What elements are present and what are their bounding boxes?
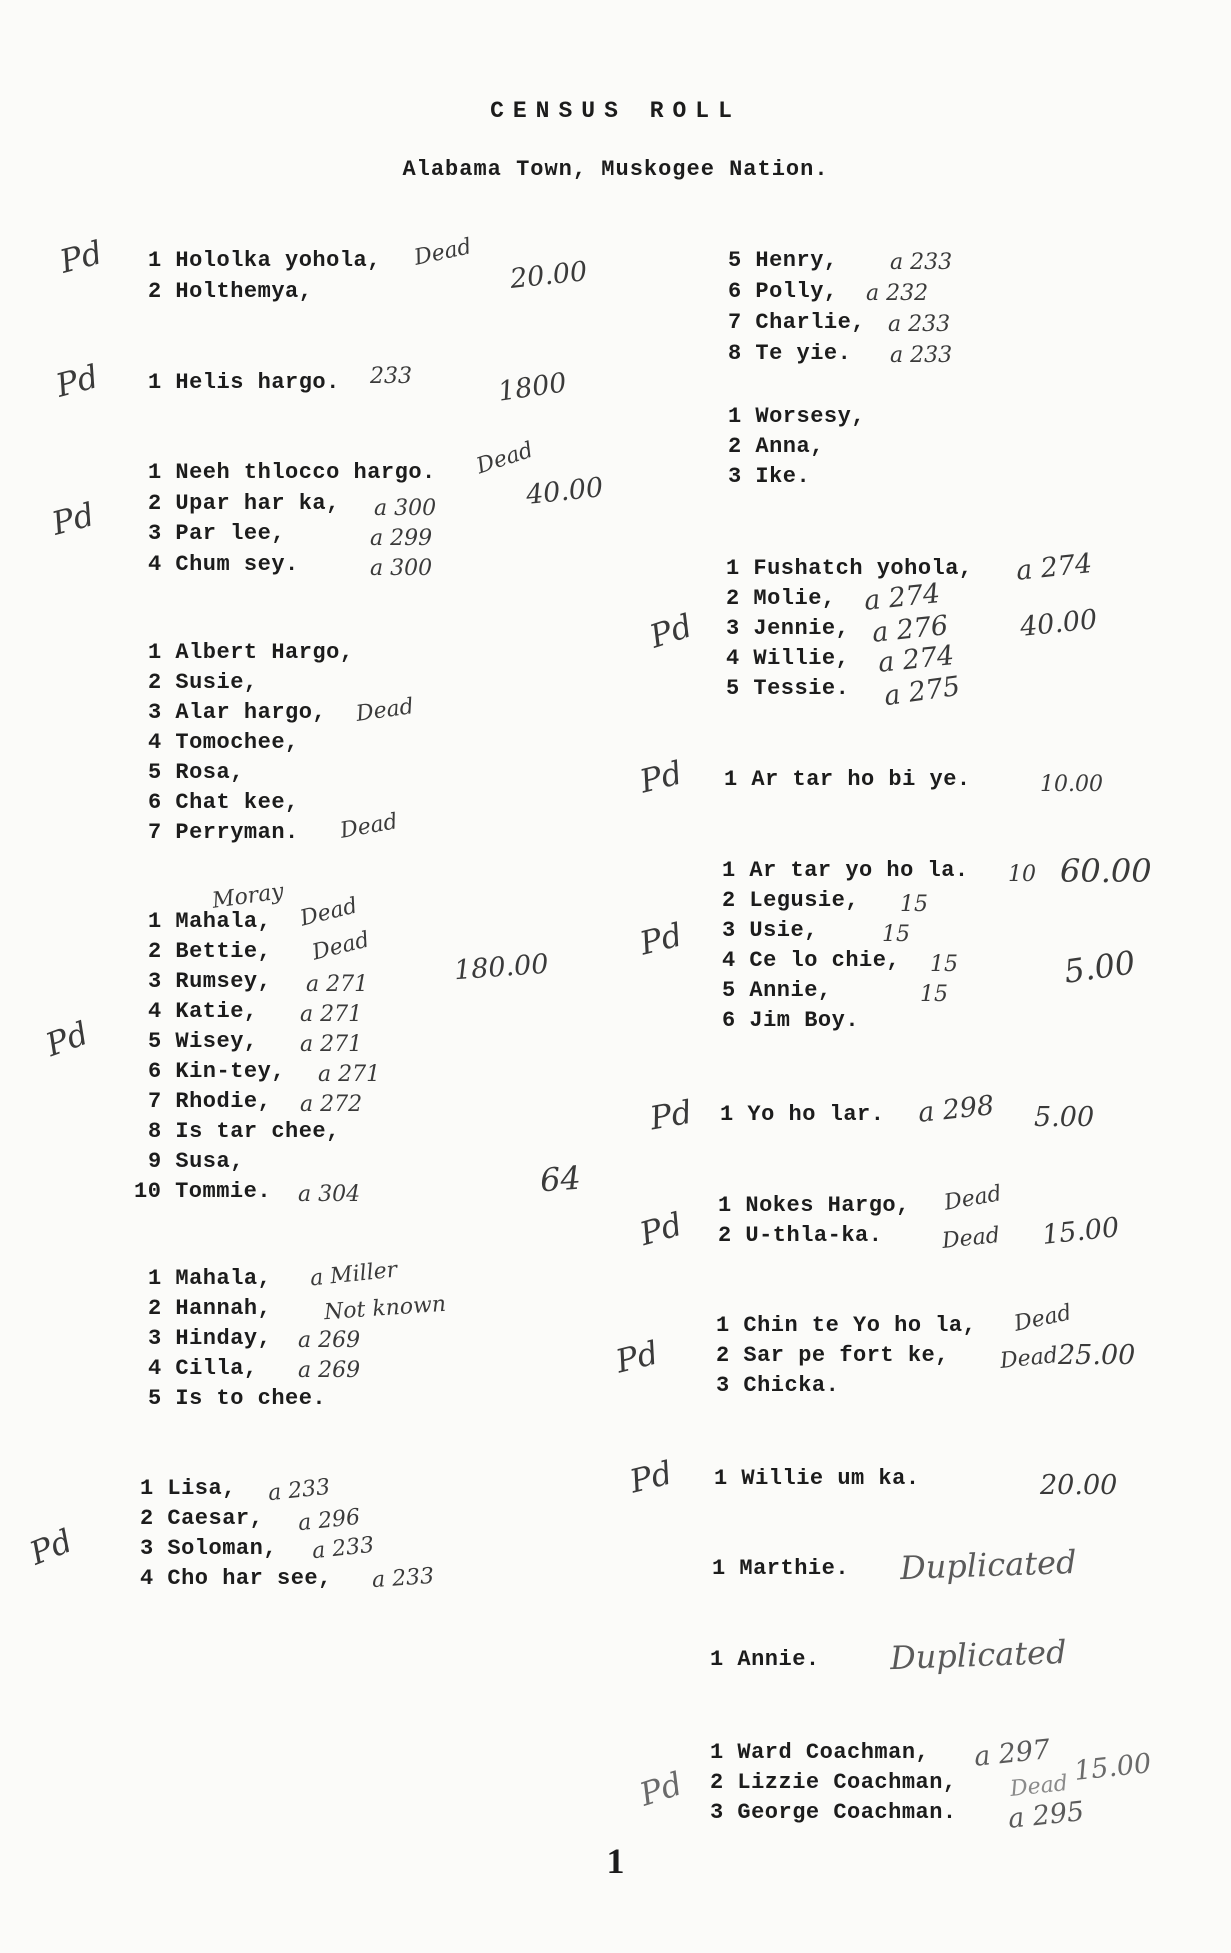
roll-entry: 2 Anna, [728, 434, 824, 459]
roll-entry: 5 Is to chee. [148, 1386, 327, 1411]
roll-entry: 3 Rumsey, [148, 969, 272, 994]
roll-entry: 4 Ce lo chie, [722, 948, 901, 973]
roll-entry: 5 Wisey, [148, 1029, 258, 1054]
roll-entry: 3 Hinday, [148, 1326, 272, 1351]
roll-entry: 1 Marthie. [712, 1556, 850, 1581]
dead-note: Dead [998, 1343, 1060, 1374]
allotment-note: a 274 [876, 640, 956, 679]
roll-entry: 3 Alar hargo, [148, 700, 327, 725]
allotment-note: a 271 [318, 1062, 381, 1087]
margin-note: Moray [210, 879, 286, 914]
dead-note: Dead [309, 927, 373, 966]
roll-entry: 3 George Coachman. [710, 1800, 957, 1825]
roll-entry: 2 Holthemya, [148, 279, 313, 304]
roll-entry: 3 Jennie, [726, 616, 850, 641]
amount-note: 20.00 [508, 256, 589, 295]
roll-entry: 4 Katie, [148, 999, 258, 1024]
roll-entry: 1 Willie um ka. [714, 1466, 920, 1491]
roll-entry: 1 Ward Coachman, [710, 1740, 930, 1765]
dead-note: Dead [1008, 1771, 1070, 1802]
roll-entry: 3 Ike. [728, 464, 811, 489]
roll-entry: 1 Mahala, [148, 909, 272, 934]
dead-note: Dead [940, 1223, 1002, 1254]
roll-entry: 5 Annie, [722, 978, 832, 1003]
roll-entry: 2 Hannah, [148, 1296, 272, 1321]
paid-mark: Pd [645, 606, 697, 656]
roll-entry: 1 Albert Hargo, [148, 640, 354, 665]
roll-entry: 3 Par lee, [148, 521, 286, 546]
allotment-note: a 274 [1014, 548, 1094, 587]
count-note: 15 [900, 892, 928, 917]
allotment-note: a 299 [370, 526, 433, 551]
roll-entry: 5 Rosa, [148, 760, 244, 785]
paid-mark: Pd [24, 1521, 78, 1573]
roll-entry: 1 Helis hargo. [148, 370, 340, 395]
roll-entry: 7 Charlie, [728, 310, 866, 335]
allotment-note: a 233 [371, 1563, 435, 1594]
duplicated-note: Duplicated [899, 1542, 1078, 1588]
roll-entry: 2 Molie, [726, 586, 836, 611]
allotment-note: a 276 [870, 610, 950, 649]
allotment-note: a 300 [370, 556, 433, 581]
allotment-note: a 271 [306, 972, 369, 997]
amount-note: 20.00 [1040, 1470, 1118, 1501]
roll-entry: 5 Tessie. [726, 676, 850, 701]
roll-entry: 1 Mahala, [148, 1266, 272, 1291]
roll-entry: 1 Ar tar ho bi ye. [724, 767, 971, 792]
amount-note: 1800 [496, 367, 569, 408]
roll-entry: 1 Ar tar yo ho la. [722, 858, 969, 883]
allotment-note: a 274 [862, 578, 942, 617]
roll-entry: 4 Cilla, [148, 1356, 258, 1381]
roll-entry: 6 Kin-tey, [148, 1059, 286, 1084]
paid-mark: Pd [626, 1453, 676, 1501]
paid-mark: Pd [612, 1333, 662, 1381]
roll-entry: 2 Sar pe fort ke, [716, 1343, 949, 1368]
allotment-note: a 297 [972, 1734, 1052, 1773]
allotment-note: a 296 [296, 1504, 362, 1537]
paid-mark: Pd [636, 915, 686, 963]
roll-entry: 4 Willie, [726, 646, 850, 671]
paid-mark: Pd [47, 495, 99, 543]
margin-note: Not known [323, 1291, 447, 1326]
roll-entry: 1 Chin te Yo ho la, [716, 1313, 977, 1338]
paid-mark: Pd [647, 1092, 695, 1138]
roll-entry: 5 Henry, [728, 248, 838, 273]
dead-note: Dead [354, 694, 416, 727]
roll-entry: 2 Bettie, [148, 939, 272, 964]
allotment-note: a 271 [300, 1002, 363, 1027]
roll-entry: 1 Neeh thlocco hargo. [148, 460, 436, 485]
roll-entry: 10 Tommie. [134, 1179, 272, 1204]
allotment-note: a 304 [298, 1182, 361, 1207]
allotment-note: a 233 [890, 343, 953, 368]
amount-note: 60.00 [1060, 852, 1152, 890]
roll-entry: 1 Hololka yohola, [148, 248, 381, 273]
amount-note: 25.00 [1058, 1340, 1136, 1371]
allotment-note: a 232 [866, 281, 929, 306]
paid-mark: Pd [55, 233, 107, 281]
roll-entry: 3 Soloman, [140, 1536, 278, 1561]
roll-entry: 8 Te yie. [728, 341, 852, 366]
paid-mark: Pd [40, 1013, 94, 1065]
roll-entry: 7 Perryman. [148, 820, 299, 845]
allotment-note: a 233 [310, 1532, 376, 1565]
roll-entry: 2 Caesar, [140, 1506, 264, 1531]
allotment-note: a 269 [298, 1328, 361, 1353]
roll-entry: 1 Fushatch yohola, [726, 556, 973, 581]
roll-entry: 1 Lisa, [140, 1476, 236, 1501]
amount-note: 40.00 [524, 472, 605, 511]
allotment-note: a 275 [882, 670, 963, 713]
roll-entry: 2 Susie, [148, 670, 258, 695]
roll-entry: 7 Rhodie, [148, 1089, 272, 1114]
allotment-note: a 271 [300, 1032, 363, 1057]
roll-entry: 8 Is tar chee, [148, 1119, 340, 1144]
dead-note: Dead [1012, 1300, 1074, 1337]
roll-entry: 1 Yo ho lar. [720, 1102, 885, 1127]
margin-note: a Miller [308, 1257, 399, 1292]
amount-note: 180.00 [453, 948, 550, 987]
allotment-note: a 298 [916, 1090, 996, 1129]
roll-entry: 4 Cho har see, [140, 1566, 332, 1591]
count-note: 15 [920, 982, 948, 1007]
allotment-note: a 295 [1006, 1796, 1086, 1835]
dead-note: Dead [412, 234, 474, 271]
allotment-note: a 233 [266, 1474, 332, 1507]
amount-note: 5.00 [1061, 943, 1138, 991]
amount-note: 5.00 [1034, 1102, 1095, 1133]
roll-entry: 1 Nokes Hargo, [718, 1193, 910, 1218]
roll-entry: 2 Upar har ka, [148, 491, 340, 516]
roll-entry: 1 Annie. [710, 1647, 820, 1672]
page-number: 1 [606, 1841, 625, 1881]
roll-entry: 2 Lizzie Coachman, [710, 1770, 957, 1795]
amount-note: 10.00 [1040, 772, 1103, 797]
allotment-note: a 233 [890, 250, 953, 275]
roll-entry: 6 Jim Boy. [722, 1008, 860, 1033]
dead-note: Dead [338, 809, 400, 844]
count-note: 15 [930, 952, 958, 977]
amount-note: 40.00 [1018, 604, 1099, 643]
roll-entry: 3 Usie, [722, 918, 818, 943]
roll-entry: 1 Worsesy, [728, 404, 866, 429]
roll-entry: 6 Polly, [728, 279, 838, 304]
roll-entry: 2 U-thla-ka. [718, 1223, 883, 1248]
allotment-note: a 300 [374, 496, 437, 521]
dead-note: Dead [942, 1181, 1004, 1216]
count-note: 15 [882, 922, 910, 947]
margin-note: 64 [538, 1158, 582, 1200]
document-subtitle: Alabama Town, Muskogee Nation. [402, 157, 829, 182]
allotment-note: a 233 [888, 312, 951, 337]
paid-mark: Pd [51, 357, 103, 405]
paid-mark: Pd [635, 1204, 687, 1254]
count-note: 10 [1008, 862, 1036, 887]
dead-note: Dead [297, 893, 361, 932]
roll-entry: 2 Legusie, [722, 888, 860, 913]
document-title: CENSUS ROLL [490, 98, 741, 124]
paid-mark: Pd [636, 753, 686, 801]
roll-entry: 4 Chum sey. [148, 552, 299, 577]
roll-entry: 4 Tomochee, [148, 730, 299, 755]
paid-mark: Pd [635, 1764, 687, 1814]
duplicated-note: Duplicated [889, 1632, 1068, 1678]
roll-entry: 6 Chat kee, [148, 790, 299, 815]
allotment-note: a 269 [298, 1358, 361, 1383]
roll-entry: 9 Susa, [148, 1149, 244, 1174]
dead-note: Dead [473, 437, 537, 480]
allotment-note: 233 [370, 364, 412, 389]
amount-note: 15.00 [1072, 1748, 1153, 1787]
roll-entry: 3 Chicka. [716, 1373, 840, 1398]
amount-note: 15.00 [1040, 1212, 1121, 1251]
allotment-note: a 272 [300, 1092, 363, 1117]
